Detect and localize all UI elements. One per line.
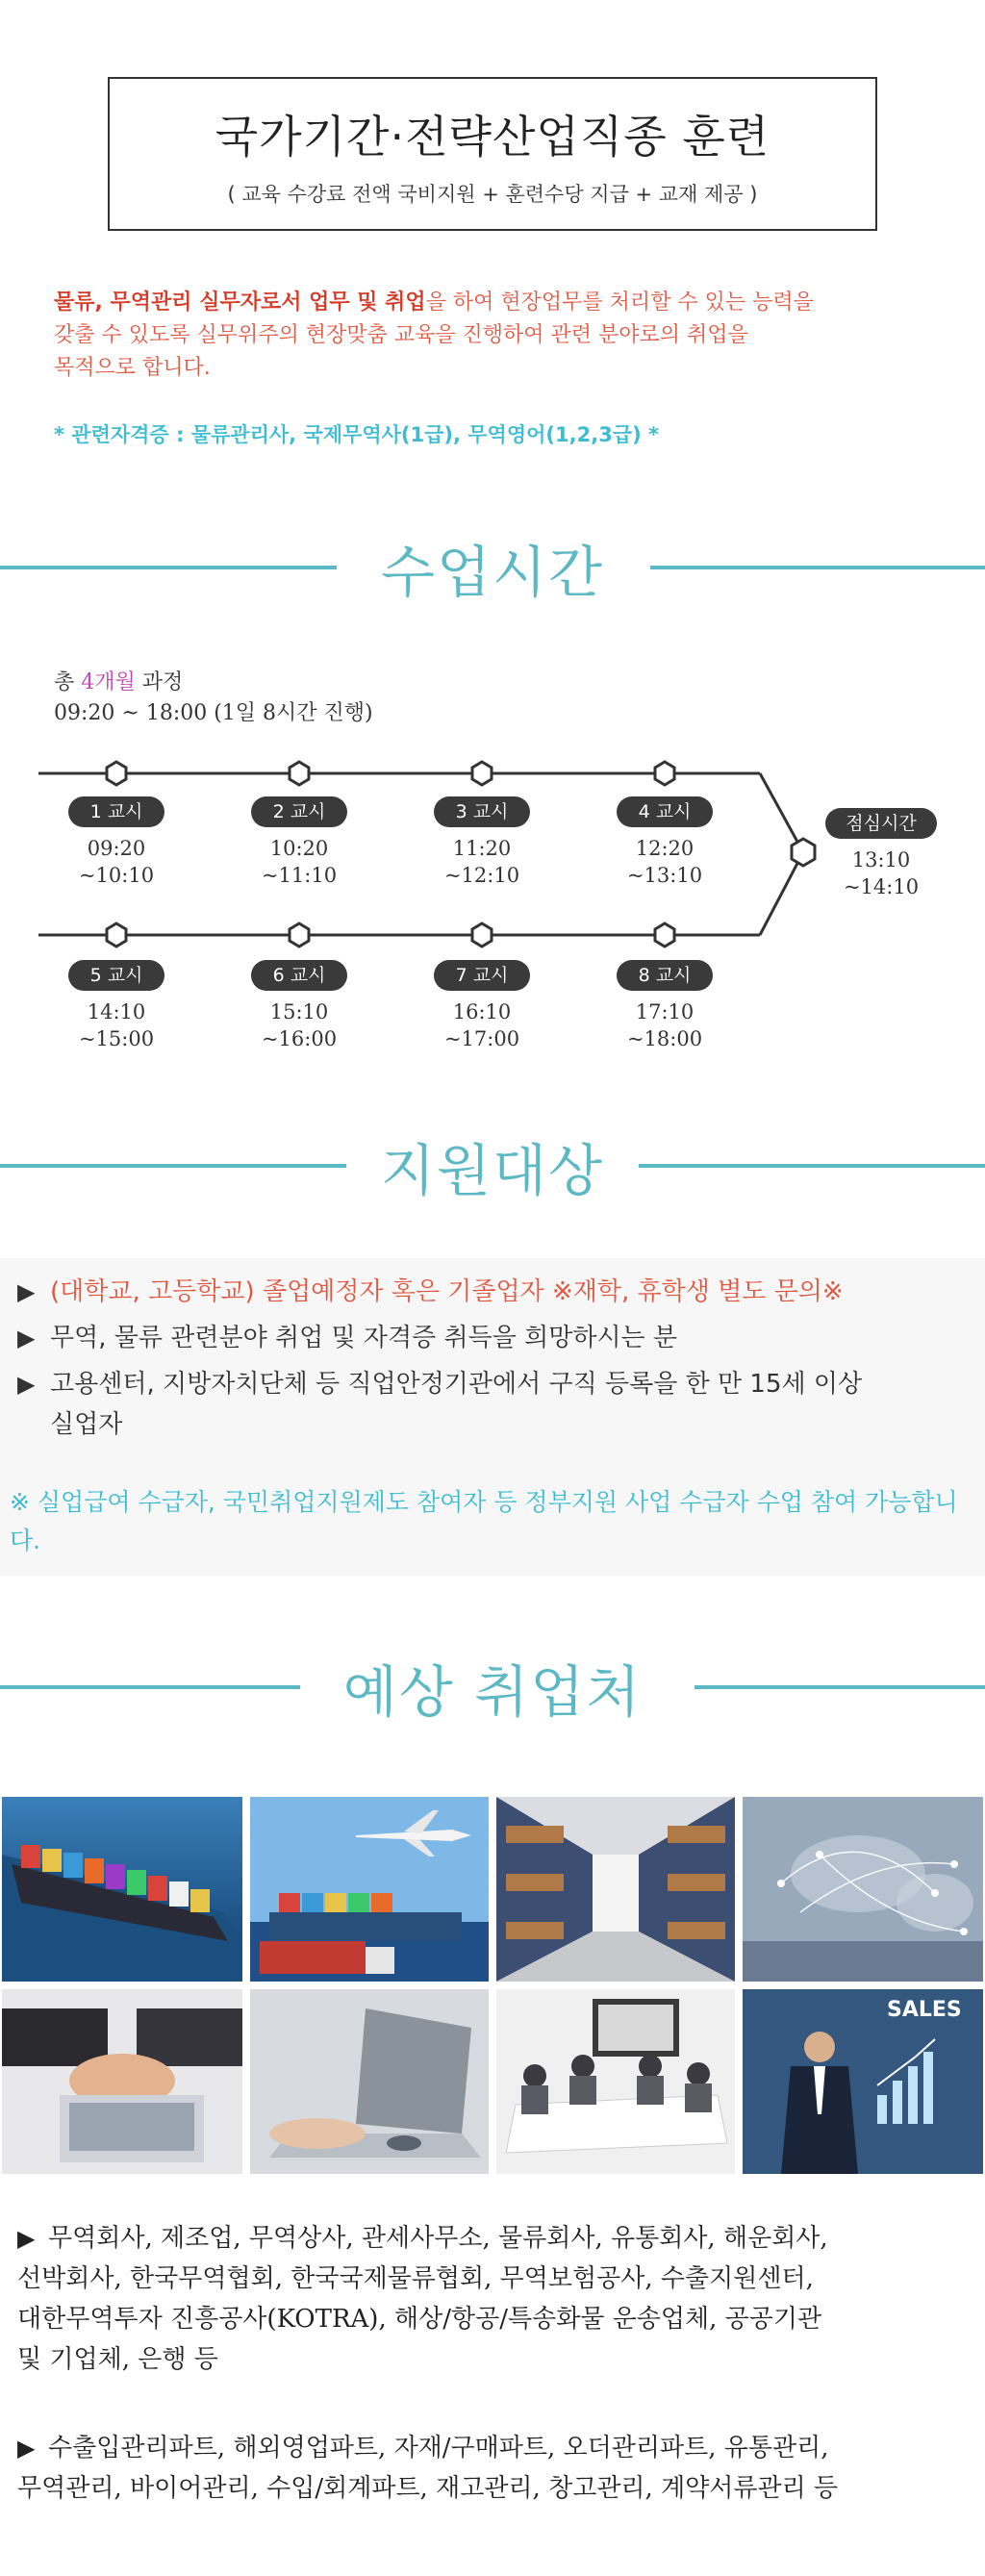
timeline-bottom-connector (760, 852, 803, 935)
employment-list-2 (17, 2428, 979, 2509)
warehouse-icon (496, 1797, 735, 1982)
period-start-3: 11:20 (452, 837, 512, 860)
photo-handshake (2, 1989, 242, 2174)
arrow-icon: ▶ (17, 2225, 36, 2252)
period-end-8: ~18:00 (626, 1027, 703, 1050)
intro-line-2: 갖출 수 있도록 실무위주의 현장맞춤 교육을 진행하여 관련 분야로의 취업을 (54, 323, 748, 347)
period-start-1: 09:20 (87, 837, 146, 860)
page-subtitle: ( 교육 수강료 전액 국비지원 + 훈련수당 지급 + 교재 제공 ) (227, 183, 758, 206)
period-end-2: ~11:10 (261, 864, 338, 887)
period-start-7: 16:10 (452, 1000, 512, 1023)
node-1-icon (107, 762, 126, 785)
employment-list-2-line-2: 무역관리, 바이어관리, 수입/회계파트, 재고관리, 창고관리, 계약서류관리 등 (17, 2474, 839, 2503)
intro-text-1: 을 하여 현장업무를 처리할 수 있는 능력을 (425, 290, 814, 315)
node-7-icon (472, 923, 492, 947)
period-start-5: 14:10 (87, 1000, 146, 1023)
section-target (0, 1125, 985, 1202)
period-end-7: ~17:00 (443, 1027, 520, 1050)
period-end-3: ~12:10 (443, 864, 520, 887)
arrow-icon: ▶ (17, 2435, 36, 2462)
period-end-6: ~16:00 (261, 1027, 338, 1050)
period-badge-5: 5 교시 (68, 960, 164, 991)
period-time-4 (602, 835, 727, 889)
lunch-time (819, 846, 944, 900)
period-time-1 (54, 835, 179, 889)
arrow-icon: ▶ (17, 1325, 36, 1351)
timeline-top-connector (760, 773, 803, 852)
photo-world-network (743, 1797, 983, 1982)
handshake-icon (2, 1989, 242, 2174)
period-time-2 (237, 835, 362, 889)
period-time-8 (602, 998, 727, 1052)
schedule-info (54, 668, 373, 729)
period-start-8: 17:10 (635, 1000, 695, 1023)
sales-presentation-icon (743, 1989, 983, 2174)
period-end-1: ~10:10 (78, 864, 155, 887)
page-title: 국가기간·전략산업직종 훈련 (215, 111, 770, 163)
period-time-7 (419, 998, 544, 1052)
lunch-end: ~14:10 (843, 875, 920, 898)
intro-text (54, 287, 939, 385)
period-badge-3: 3 교시 (434, 796, 530, 827)
period-badge-7: 7 교시 (434, 960, 530, 991)
period-badge-1: 1 교시 (68, 796, 164, 827)
target-note: ※ 실업급여 수급자, 국민취업지원제도 참여자 등 정부지원 사업 수급자 수업 참여 가능합니다. (10, 1488, 958, 1554)
intro-line-3: 목적으로 합니다. (54, 356, 211, 380)
node-lunch-icon (792, 839, 815, 866)
world-network-icon (743, 1797, 983, 1982)
target-item-3-line-2: 실업자 (50, 1410, 123, 1439)
period-time-6 (237, 998, 362, 1052)
period-badge-4: 4 교시 (617, 796, 713, 827)
period-end-4: ~13:10 (626, 864, 703, 887)
period-badge-8: 8 교시 (617, 960, 713, 991)
container-ship-icon (2, 1797, 242, 1982)
employment-list-1-line-1 (17, 2218, 979, 2259)
employment-list-2-text-1: 수출입관리파트, 해외영업파트, 자재/구매파트, 오더관리파트, 유통관리, (48, 2434, 829, 2462)
lunch-badge: 점심시간 (825, 808, 937, 839)
node-4-icon (655, 762, 674, 785)
employment-list-1-line-3: 대한무역투자 진흥공사(KOTRA), 해상/항공/특송화물 운송업체, 공공기관 (17, 2305, 822, 2334)
photo-warehouse (496, 1797, 735, 1982)
node-8-icon (655, 923, 674, 947)
target-item-2 (17, 1318, 677, 1358)
schedule-total-highlight: 4개월 (81, 670, 136, 695)
schedule-hours: 09:20 ~ 18:00 (1일 8시간 진행) (54, 701, 373, 725)
target-item-3 (17, 1364, 862, 1445)
employment-list-1-line-4: 및 기업체, 은행 등 (17, 2345, 218, 2374)
photo-sales (743, 1989, 983, 2174)
sales-text: SALES (887, 1998, 962, 2022)
employment-list-1-text-1: 무역회사, 제조업, 무역상사, 관세사무소, 물류회사, 유통회사, 해운회사, (48, 2224, 828, 2253)
intro-highlight: 물류, 무역관리 실무자로서 업무 및 취업 (54, 290, 426, 315)
employment-list-1 (17, 2218, 979, 2380)
schedule-total (54, 668, 373, 698)
photo-container-ship (2, 1797, 242, 1982)
photo-laptop (250, 1989, 489, 2174)
meeting-icon (496, 1989, 735, 2174)
target-item-1-text: (대학교, 고등학교) 졸업예정자 혹은 기졸업자 ※재학, 휴학생 별도 문의※ (50, 1277, 844, 1306)
plane-ship-truck-icon (250, 1797, 489, 1982)
section-title-class-time: 수업시간 (380, 540, 605, 605)
schedule-total-suffix: 과정 (135, 670, 184, 695)
intro-line-1 (54, 287, 939, 319)
section-title-target: 지원대상 (380, 1138, 605, 1203)
section-title-employment: 예상 취업처 (342, 1659, 643, 1725)
title-box (108, 77, 877, 231)
employment-list-1-line-2: 선박회사, 한국무역협회, 한국국제물류협회, 무역보험공사, 수출지원센터, (17, 2264, 814, 2293)
period-badge-2: 2 교시 (251, 796, 347, 827)
period-start-2: 10:20 (269, 837, 329, 860)
node-3-icon (472, 762, 492, 785)
target-item-1 (17, 1272, 844, 1312)
schedule-diagram (0, 731, 985, 1077)
arrow-icon: ▶ (17, 1278, 36, 1305)
arrow-icon: ▶ (17, 1371, 36, 1398)
laptop-icon (250, 1989, 489, 2174)
schedule-total-prefix: 총 (54, 670, 82, 695)
node-5-icon (107, 923, 126, 947)
target-item-3-line-1: 고용센터, 지방자치단체 등 직업안정기관에서 구직 등록을 한 만 15세 이상 (50, 1370, 863, 1399)
employment-list-2-line-1 (17, 2428, 979, 2468)
period-time-5 (54, 998, 179, 1052)
period-time-3 (419, 835, 544, 889)
period-start-6: 15:10 (269, 1000, 329, 1023)
period-start-4: 12:20 (635, 837, 695, 860)
node-6-icon (290, 923, 309, 947)
node-2-icon (290, 762, 309, 785)
period-badge-6: 6 교시 (251, 960, 347, 991)
target-item-2-text: 무역, 물류 관련분야 취업 및 자격증 취득을 희망하시는 분 (50, 1324, 678, 1352)
photo-plane-ship (250, 1797, 489, 1982)
photo-meeting (496, 1989, 735, 2174)
lunch-start: 13:10 (851, 848, 911, 871)
cert-line: * 관련자격증 : 물류관리사, 국제무역사(1급), 무역영어(1,2,3급) * (54, 423, 659, 446)
section-class-time (0, 527, 985, 604)
period-end-5: ~15:00 (78, 1027, 155, 1050)
section-employment (0, 1647, 985, 1724)
